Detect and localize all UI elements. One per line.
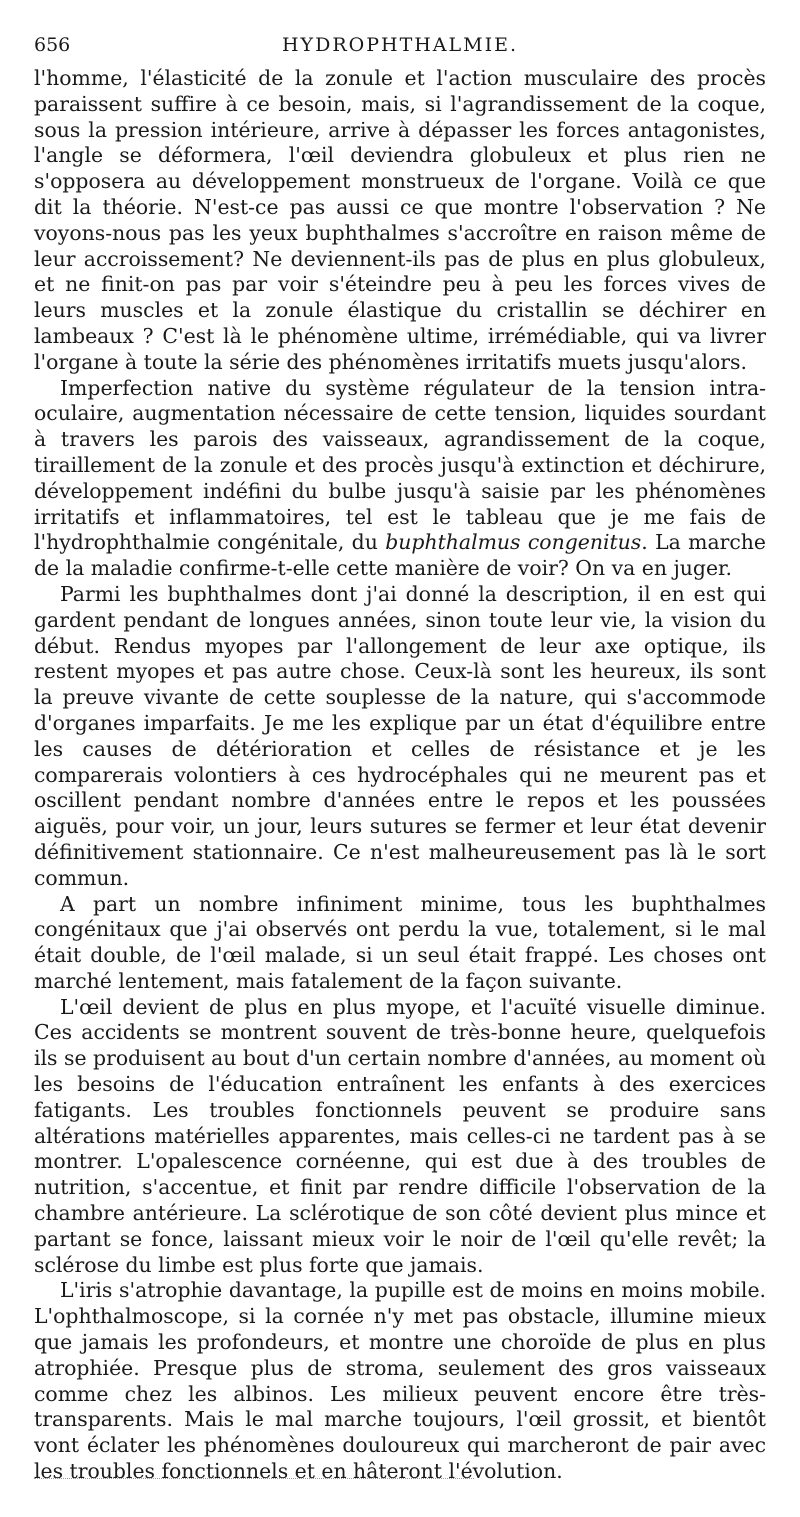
paragraph-6: L'iris s'atrophie davantage, la pupille est de moins en moins mobile. L'ophthalmoscope, si la cornée n'y met pas obstacle, illumine mieux que jamais les profondeurs, et montre une choroïde de plus en plus atrophiée. Presque plus de stroma, seulement des gros vaisseaux comme chez les albinos. Les milieux peuvent encore être très-transparents. Mais le mal marche toujours, l'œil grossit, et bientôt vont éclater les phénomènes douloureux qui marcheront de pair avec les troubles fonctionnels et en hâteront l'évolution. <box>34 1278 766 1484</box>
paragraph-2 <box>34 376 766 582</box>
page-number: 656 <box>34 34 71 56</box>
page <box>34 34 766 1485</box>
paragraph-2-text-after: . La marche de la maladie confirme-t-elle cette manière de voir? On va en juger. <box>34 530 766 581</box>
paragraph-3: Parmi les buphthalmes dont j'ai donné la description, il en est qui gardent pendant de longues années, sinon toute leur vie, la vision du début. Rendus myopes par l'allongement de leur axe optique, ils restent myopes et pas autre chose. Ceux-là sont les heureux, ils sont la preuve vivante de cette souplesse de la nature, qui s'accommode d'organes imparfaits. Je me les explique par un état d'équilibre entre les causes de détérioration et celles de résistance et je les comparerais volontiers à ces hydrocéphales qui ne meurent pas et oscillent pendant nombre d'années entre le repos et les poussées aiguës, pour voir, un jour, leurs sutures se fermer et leur état devenir définitivement stationnaire. Ce n'est malheureusement pas là le sort commun. <box>34 581 766 890</box>
paragraph-1: l'homme, l'élasticité de la zonule et l'action musculaire des procès paraissent suffire à ce besoin, mais, si l'agrandissement de la coque, sous la pression intérieure, arrive à dépasser les forces antagonistes, l'angle se déformera, l'œil deviendra globuleux et plus rien ne s'opposera au développement monstrueux de l'organe. Voilà ce que dit la théorie. N'est-ce pas aussi ce que montre l'observation ? Ne voyons-nous pas les yeux buphthalmes s'accroître en raison même de leur accroissement? Ne deviennent-ils pas de plus en plus globuleux, et ne finit-on pas par voir s'éteindre peu à peu les forces vives de leurs muscles et la zonule élastique du cristallin se déchirer en lambeaux ? C'est là le phénomène ultime, irrémédiable, qui va livrer l'organe à toute la série des phénomènes irritatifs muets jusqu'alors. <box>34 66 766 374</box>
running-title: HYDROPHTHALMIE. <box>281 34 519 56</box>
paragraph-4: A part un nombre infiniment minime, tous les buphthalmes congénitaux que j'ai observés ont perdu la vue, totalement, si le mal était double, de l'œil malade, si un seul était frappé. Les choses ont marché lentement, mais fatalement de la façon suivante. <box>34 891 766 993</box>
page-header <box>34 34 766 64</box>
paragraph-2-italic-term: buphthalmus congenitus <box>385 530 642 555</box>
body-text <box>34 66 766 1485</box>
footer-rule <box>34 1478 474 1479</box>
paragraph-5: L'œil devient de plus en plus myope, et l'acuïté visuelle diminue. Ces accidents se montrent souvent de très-bonne heure, quelquefois ils se produisent au bout d'un certain nombre d'années, au moment où les besoins de l'éducation entraînent les enfants à des exercices fatigants. Les troubles fonctionnels peuvent se produire sans altérations matérielles apparentes, mais celles-ci ne tardent pas à se montrer. L'opalescence cornéenne, qui est due à des troubles de nutrition, s'accentue, et finit par rendre difficile l'observation de la chambre antérieure. La sclérotique de son côté devient plus mince et partant se fonce, laissant mieux voir le noir de l'œil qu'elle revêt; la sclérose du limbe est plus forte que jamais. <box>34 994 766 1277</box>
paragraph-2-text-before: Imperfection native du système régulateur de la tension intra-oculaire, augmentation nécessaire de cette tension, liquides sourdant à travers les parois des vaisseaux, agrandissement de la coque, tiraillement de la zonule et des procès jusqu'à extinction et déchirure, développement indéfini du bulbe jusqu'à saisie par les phénomènes irritatifs et inflammatoires, tel est le tableau que je me fais de l'hydrophthalmie congénitale, du <box>34 375 766 555</box>
